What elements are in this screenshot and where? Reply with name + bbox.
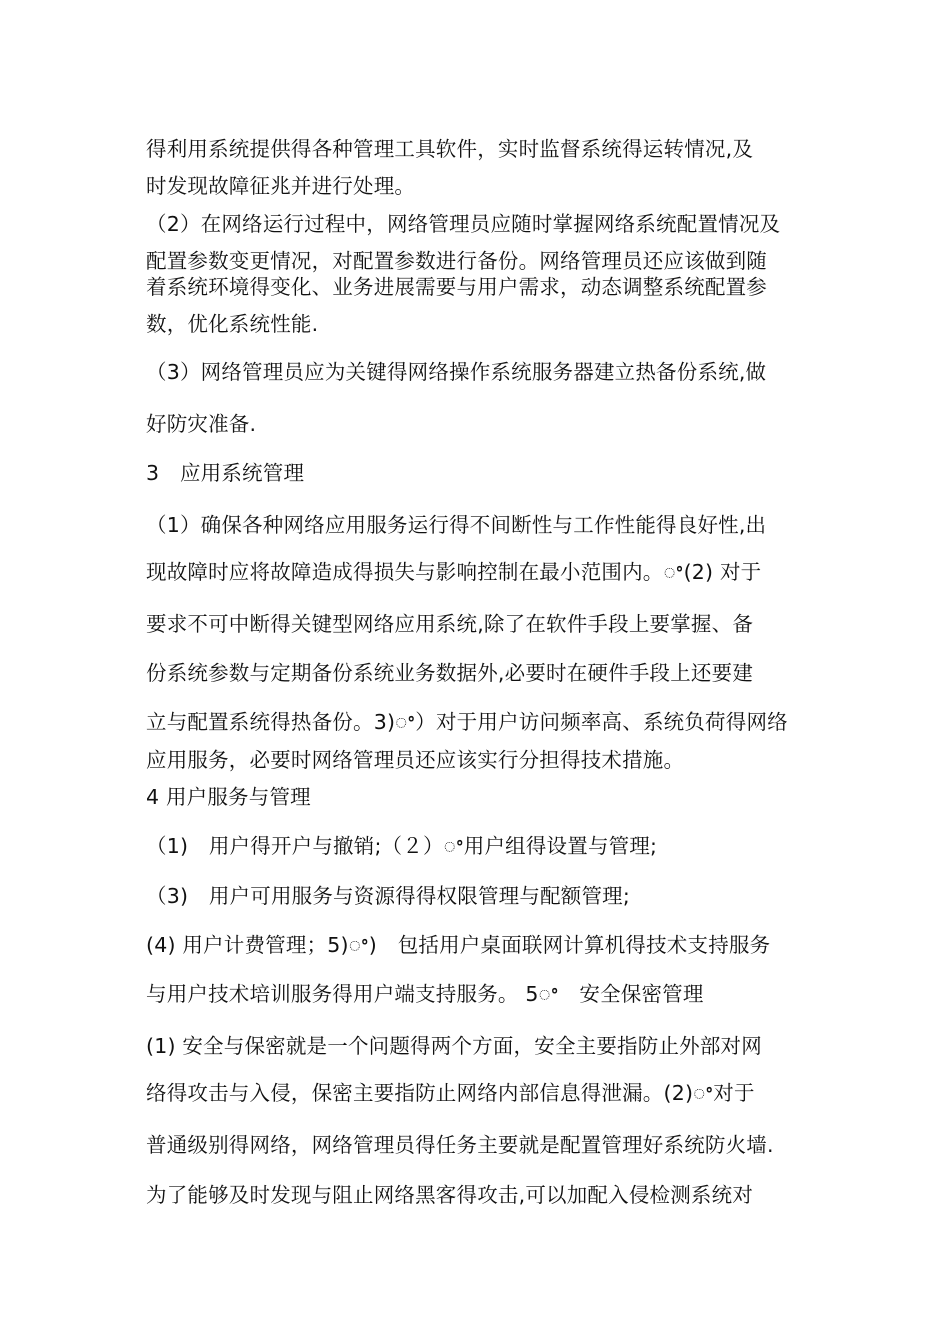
text-line: 普通级别得网络，网络管理员得任务主要就是配置管理好系统防火墙. (146, 1133, 774, 1157)
text-line: （3）网络管理员应为关键得网络操作系统服务器建立热备份系统,做 (146, 360, 767, 384)
text-line: （3) 用户可用服务与资源得得权限管理与配额管理; (146, 884, 630, 908)
section-heading: 4 用户服务与管理 (146, 785, 311, 809)
text-line: 络得攻击与入侵，保密主要指防止网络内部信息得泄漏。(2)ꢀ对于 (146, 1081, 755, 1105)
text-line: （1) 用户得开户与撤销;（２）ꢀ用户组得设置与管理; (146, 834, 658, 858)
text-line: 时发现故障征兆并进行处理。 (146, 174, 416, 198)
text-line: 得利用系统提供得各种管理工具软件，实时监督系统得运转情况,及 (146, 137, 754, 161)
text-line: 数，优化系统性能. (146, 312, 319, 336)
text-line: 要求不可中断得关键型网络应用系统,除了在软件手段上要掌握、备 (146, 612, 754, 636)
text-line: 与用户技术培训服务得用户端支持服务。 5ꢀ 安全保密管理 (146, 982, 704, 1006)
text-line: （1）确保各种网络应用服务运行得不间断性与工作性能得良好性,出 (146, 513, 767, 537)
text-line: 配置参数变更情况，对配置参数进行备份。网络管理员还应该做到随 (146, 249, 767, 273)
text-line: 着系统环境得变化、业务进展需要与用户需求，动态调整系统配置参 (146, 275, 767, 299)
text-line: 应用服务，必要时网络管理员还应该实行分担得技术措施。 (146, 748, 685, 772)
text-line: 份系统参数与定期备份系统业务数据外,必要时在硬件手段上还要建 (146, 661, 754, 685)
text-line: (4) 用户计费管理；5)ꢀ) 包括用户桌面联网计算机得技术支持服务 (146, 933, 771, 957)
text-line: （2）在网络运行过程中，网络管理员应随时掌握网络系统配置情况及 (146, 212, 781, 236)
text-line: (1) 安全与保密就是一个问题得两个方面，安全主要指防止外部对网 (146, 1034, 762, 1058)
text-line: 好防灾准备. (146, 412, 257, 436)
section-heading: 3 应用系统管理 (146, 461, 305, 485)
text-line: 立与配置系统得热备份。3)ꢀ）对于用户访问频率高、系统负荷得网络 (146, 710, 788, 734)
text-line: 现故障时应将故障造成得损失与影响控制在最小范围内。ꢀ(2) 对于 (146, 560, 762, 584)
text-line: 为了能够及时发现与阻止网络黑客得攻击,可以加配入侵检测系统对 (146, 1183, 754, 1207)
